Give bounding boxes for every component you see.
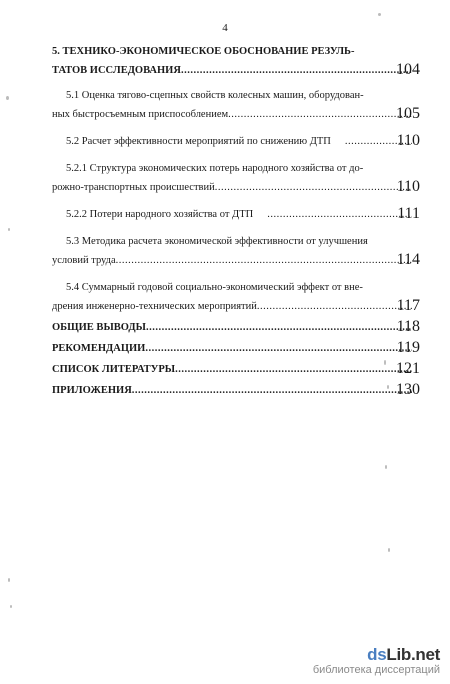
dslib-watermark: [313, 645, 440, 676]
toc-entry-general-conclusions[interactable]: [52, 318, 420, 337]
toc-entry-text: 5.2.1 Структура экономических потерь народного хозяйства от до-: [66, 163, 364, 174]
toc-entry-text: 5. ТЕХНИКО-ЭКОНОМИЧЕСКОЕ ОБОСНОВАНИЕ РЕЗУЛЬ-: [52, 46, 355, 57]
toc-entry-text: СПИСОК ЛИТЕРАТУРЫ: [52, 364, 176, 375]
leader-dots: [132, 381, 412, 400]
toc-entry-text: ТАТОВ ИССЛЕДОВАНИЯ: [52, 65, 181, 76]
toc-page-number: 114: [396, 251, 420, 268]
table-of-contents: [52, 42, 420, 400]
toc-entry-5-1[interactable]: [52, 86, 420, 124]
toc-page-number: 121: [396, 360, 420, 377]
toc-page-number: 117: [396, 297, 420, 314]
toc-page-number: 110: [396, 178, 420, 195]
toc-page-number: 118: [396, 318, 420, 335]
watermark-logo: dsLib.net: [367, 645, 440, 664]
leader-dots: [215, 178, 412, 197]
toc-page-number: 119: [396, 339, 420, 356]
toc-entry-references[interactable]: [52, 360, 420, 379]
leader-dots: [181, 61, 412, 80]
scan-speck: [387, 385, 389, 389]
toc-entry-recommendations[interactable]: [52, 339, 420, 358]
toc-entry-section-5[interactable]: [52, 42, 420, 80]
toc-entry-text: 5.4 Суммарный годовой социально-экономический эффект от вне-: [66, 282, 363, 293]
leader-dots: [116, 251, 412, 270]
toc-entry-text: ных быстросъемным приспособлением: [52, 109, 229, 120]
toc-entry-text: РЕКОМЕНДАЦИИ: [52, 343, 146, 354]
scan-speck: [388, 548, 390, 552]
toc-entry-text: дрения инженерно-технических мероприятий: [52, 301, 257, 312]
leader-dots: [257, 297, 412, 316]
toc-entry-text: 5.2 Расчет эффективности мероприятий по снижению ДТП: [66, 136, 331, 147]
toc-entry-text: 5.3 Методика расчета экономической эффективности от улучшения: [66, 236, 368, 247]
toc-page-number: 110: [396, 132, 420, 149]
scan-speck: [8, 228, 10, 231]
toc-entry-text: условий труда: [52, 255, 116, 266]
toc-entry-text: ОБЩИЕ ВЫВОДЫ: [52, 322, 146, 333]
toc-entry-5-3[interactable]: [52, 232, 420, 270]
leader-dots: [145, 339, 412, 358]
toc-page-number: 111: [397, 205, 420, 222]
toc-page-number: 105: [396, 105, 420, 122]
scan-speck: [8, 578, 10, 582]
toc-entry-5-2[interactable]: [52, 132, 420, 151]
toc-entry-5-2-2[interactable]: [52, 205, 420, 224]
scan-speck: [385, 465, 387, 469]
toc-entry-text: рожно-транспортных происшествий: [52, 182, 215, 193]
scan-speck: [378, 13, 381, 16]
watermark-subtitle: библиотека диссертаций: [312, 664, 440, 676]
toc-entry-text: 5.1 Оценка тягово-сцепных свойств колесных машин, оборудован-: [66, 90, 364, 101]
leader-dots: [228, 105, 412, 124]
leader-dots: [146, 318, 412, 337]
toc-entry-appendices[interactable]: [52, 381, 420, 400]
leader-dots: [253, 205, 412, 224]
scan-speck: [6, 96, 9, 100]
page-number: 4: [222, 22, 228, 34]
toc-entry-text: 5.2.2 Потери народного хозяйства от ДТП: [66, 209, 254, 220]
toc-entry-5-2-1[interactable]: [52, 159, 420, 197]
toc-page-number: 130: [396, 381, 420, 398]
toc-entry-text: ПРИЛОЖЕНИЯ: [52, 385, 132, 396]
scan-speck: [384, 360, 386, 365]
scan-speck: [10, 605, 12, 608]
toc-page-number: 104: [396, 61, 420, 78]
toc-entry-5-4[interactable]: [52, 278, 420, 316]
leader-dots: [175, 360, 412, 379]
